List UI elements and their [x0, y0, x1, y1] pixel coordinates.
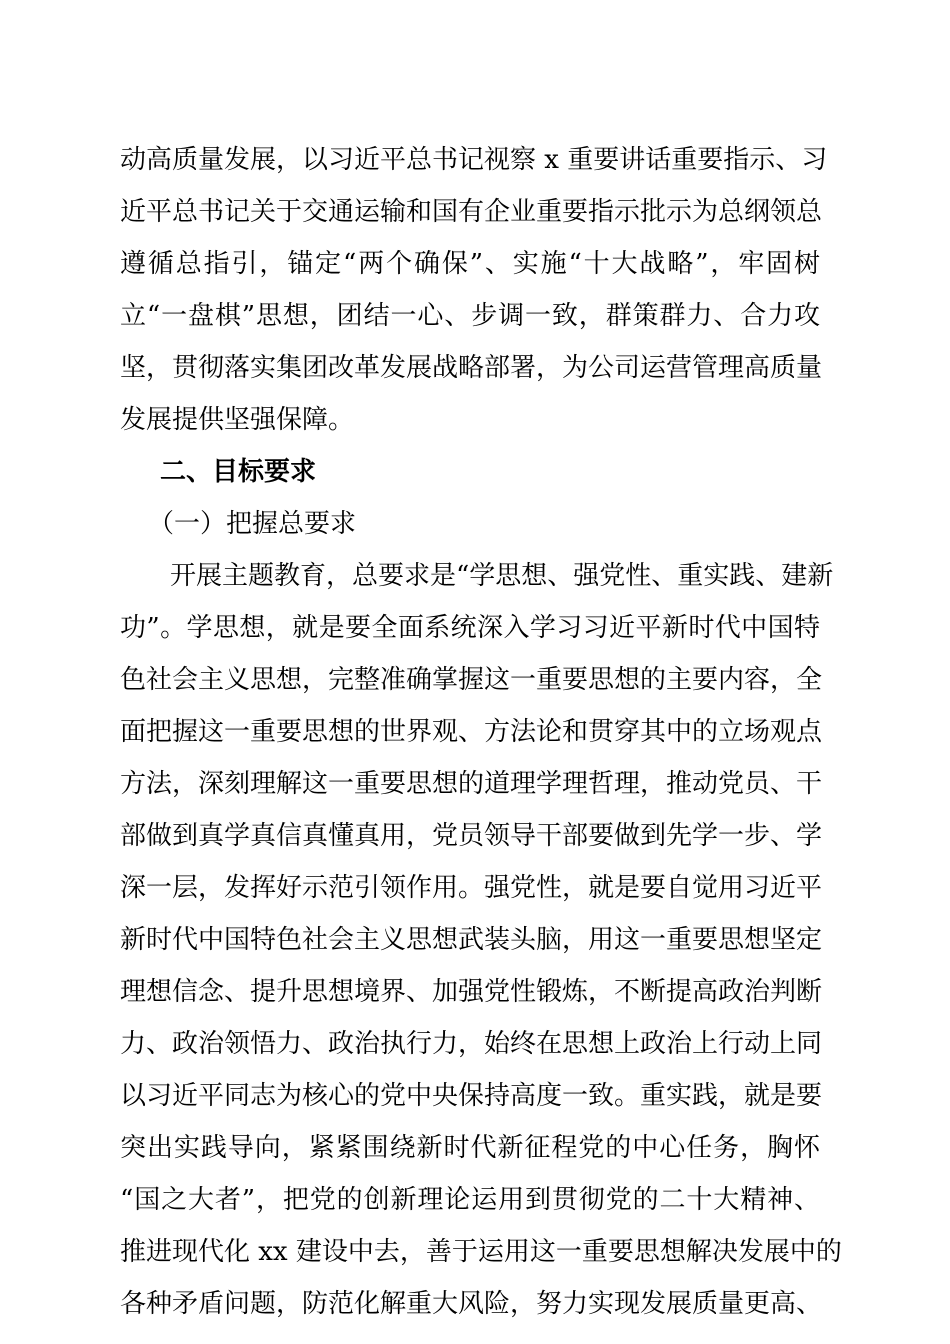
paragraph-1-line: 近平总书记关于交通运输和国有企业重要指示批示为总纲领总	[120, 197, 823, 227]
paragraph-2-line: 面把握这一重要思想的世界观、方法论和贯穿其中的立场观点	[120, 717, 823, 747]
paragraph-1-line: 动高质量发展，以习近平总书记视察 x 重要讲话重要指示、习	[120, 145, 828, 175]
paragraph-2-line: 以习近平同志为核心的党中央保持高度一致。重实践，就是要	[120, 1081, 823, 1111]
paragraph-2-line: 功”。学思想，就是要全面系统深入学习习近平新时代中国特	[120, 613, 820, 643]
paragraph-2-line: 方法，深刻理解这一重要思想的道理学理哲理，推动党员、干	[120, 769, 823, 799]
paragraph-2-line: 推进现代化 xx 建设中去，善于运用这一重要思想解决发展中的	[120, 1237, 842, 1267]
paragraph-2-line: 理想信念、提升思想境界、加强党性锻炼，不断提高政治判断	[120, 977, 823, 1007]
paragraph-2-line: 色社会主义思想，完整准确掌握这一重要思想的主要内容，全	[120, 665, 823, 695]
paragraph-2-line: 开展主题教育，总要求是“学思想、强党性、重实践、建新	[170, 561, 834, 591]
paragraph-2-line: 各种矛盾问题，防范化解重大风险，努力实现发展质量更高、	[120, 1289, 823, 1319]
paragraph-2-line: “国之大者”，把党的创新理论运用到贯彻党的二十大精神、	[120, 1185, 820, 1215]
paragraph-2-line: 突出实践导向，紧紧围绕新时代新征程党的中心任务，胸怀	[120, 1133, 820, 1163]
subsection-heading: （一）把握总要求	[148, 509, 357, 539]
paragraph-2-line: 部做到真学真信真懂真用，党员领导干部要做到先学一步、学	[120, 821, 823, 851]
paragraph-1-line: 立“一盘棋”思想，团结一心、步调一致，群策群力、合力攻	[120, 301, 820, 331]
paragraph-2-line: 深一层，发挥好示范引领作用。强党性，就是要自觉用习近平	[120, 873, 823, 903]
paragraph-2-line: 力、政治领悟力、政治执行力，始终在思想上政治上行动上同	[120, 1029, 823, 1059]
paragraph-2-line: 新时代中国特色社会主义思想武装头脑，用这一重要思想坚定	[120, 925, 823, 955]
paragraph-1-line: 遵循总指引，锚定“两个确保”、实施“十大战略”，牢固树	[120, 249, 820, 279]
paragraph-1-line: 发展提供坚强保障。	[120, 405, 355, 435]
section-heading: 二、目标要求	[160, 457, 317, 487]
paragraph-1-line: 坚，贯彻落实集团改革发展战略部署，为公司运营管理高质量	[120, 353, 823, 383]
